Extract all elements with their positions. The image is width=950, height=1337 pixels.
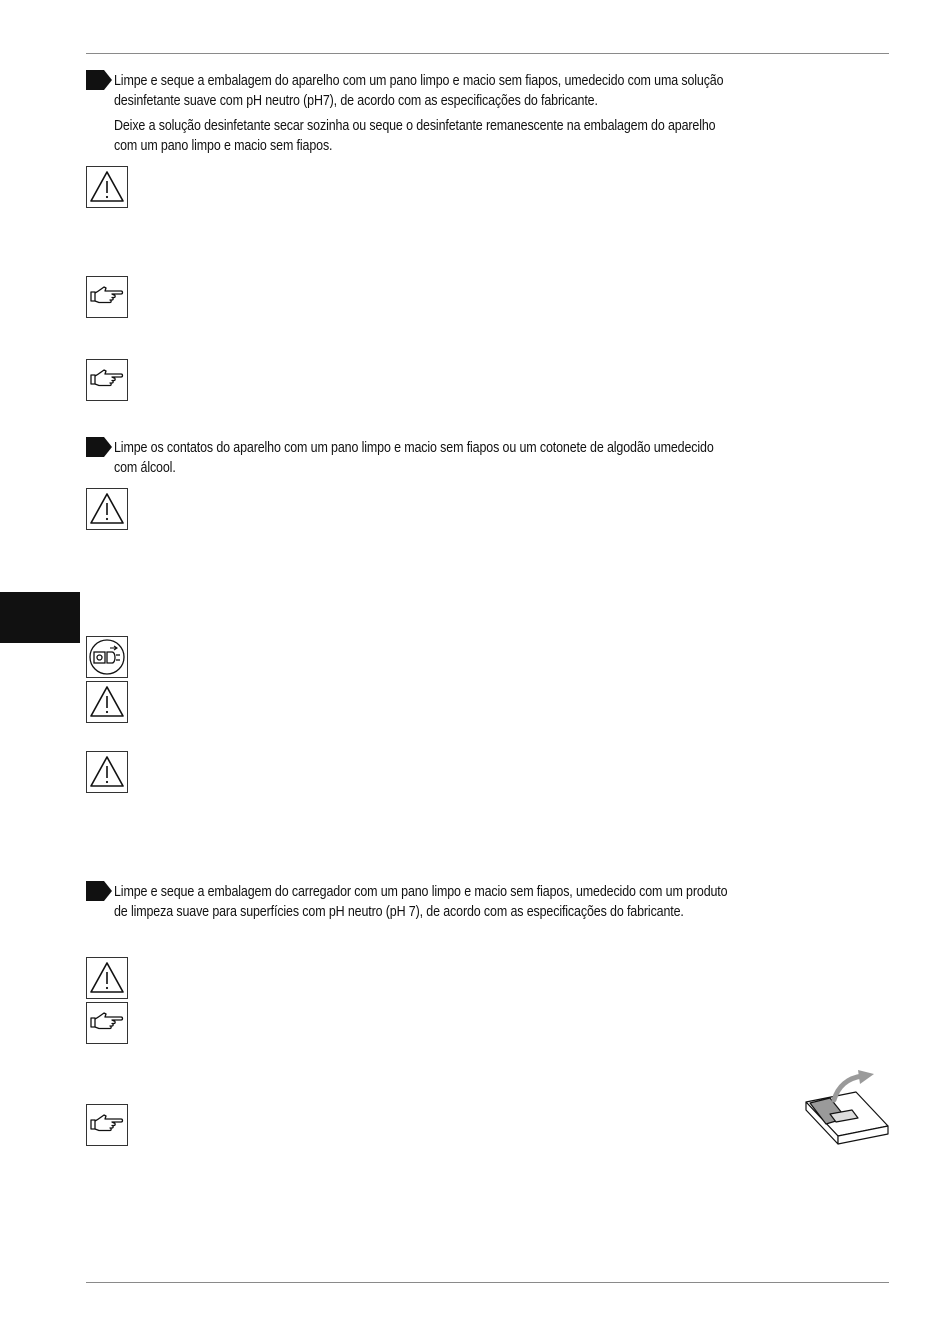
text-line: com um pano limpo e macio sem fiapos. <box>114 138 333 154</box>
warning-triangle-icon <box>86 751 128 793</box>
footer-rule <box>86 1282 889 1283</box>
chapter-side-tab <box>0 592 80 643</box>
text-line: Limpe os contatos do aparelho com um pano limpo e macio sem fiapos ou um cotonete de algodão umedecido <box>114 440 714 456</box>
text-line: de limpeza suave para superfícies com pH neutro (pH 7), de acordo com as especificações do fabricante. <box>114 904 684 920</box>
text-line: com álcool. <box>114 460 176 476</box>
paragraph-clean-contacts <box>114 438 888 478</box>
warning-triangle-icon <box>86 166 128 208</box>
charger-lid-open-illustration <box>800 1070 892 1146</box>
pointing-hand-icon <box>86 1104 128 1146</box>
step-arrow-icon <box>86 70 112 90</box>
warning-triangle-icon <box>86 957 128 999</box>
text-line: Deixe a solução desinfetante secar sozinha ou seque o desinfetante remanescente na embalagem do aparelho <box>114 118 716 134</box>
text-line: Limpe e seque a embalagem do aparelho com um pano limpo e macio sem fiapos, umedecido com uma solução <box>114 73 724 89</box>
text-line: Limpe e seque a embalagem do carregador com um pano limpo e macio sem fiapos, umedecido com um produto <box>114 884 728 900</box>
disconnect-power-icon <box>86 636 128 678</box>
pointing-hand-icon <box>86 1002 128 1044</box>
warning-triangle-icon <box>86 681 128 723</box>
paragraph-let-disinfectant-dry <box>114 116 888 156</box>
text-line: desinfetante suave com pH neutro (pH7), de acordo com as especificações do fabricante. <box>114 93 598 109</box>
pointing-hand-icon <box>86 359 128 401</box>
paragraph-clean-device-housing <box>114 71 888 111</box>
step-arrow-icon <box>86 881 112 901</box>
step-arrow-icon <box>86 437 112 457</box>
warning-triangle-icon <box>86 488 128 530</box>
pointing-hand-icon <box>86 276 128 318</box>
header-rule <box>86 53 889 54</box>
paragraph-clean-charger-housing <box>114 882 888 922</box>
